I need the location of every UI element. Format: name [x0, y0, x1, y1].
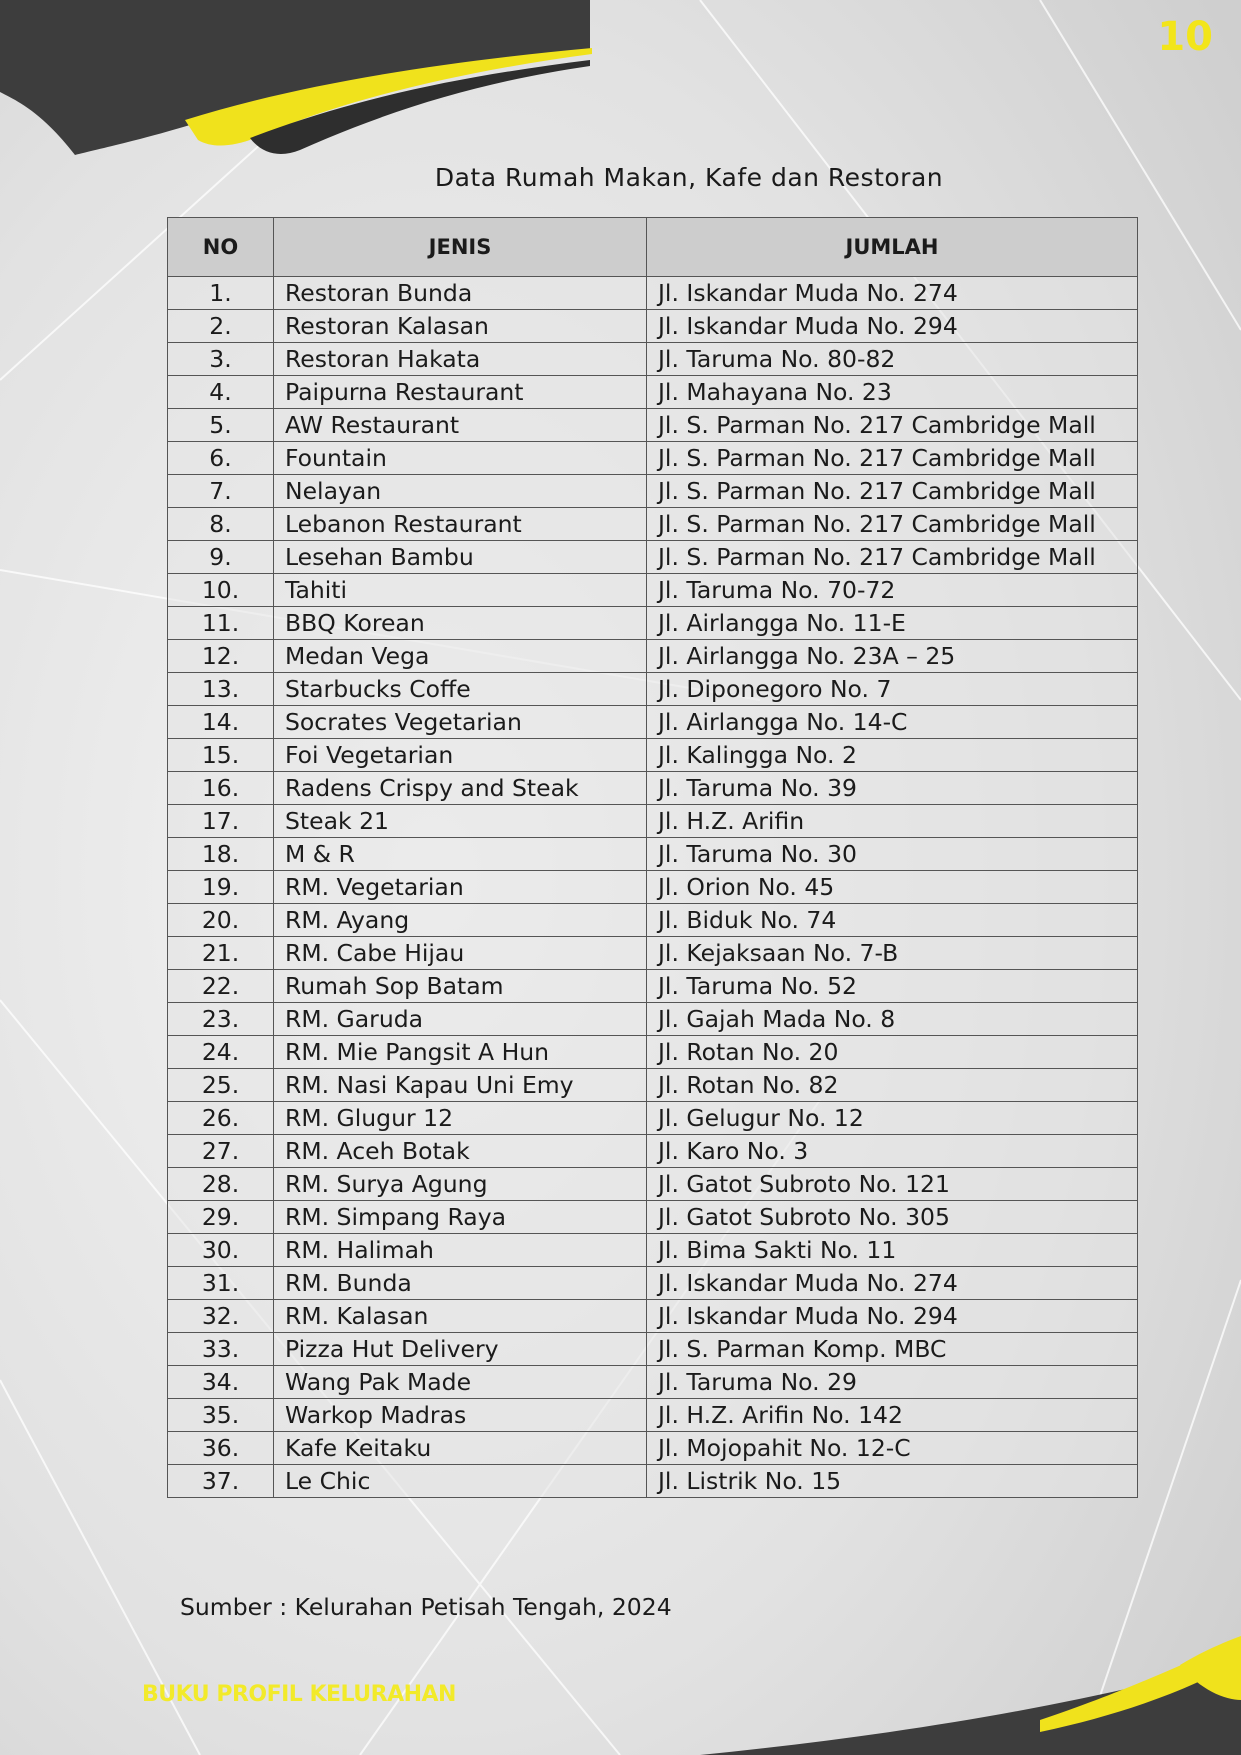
table-row — [168, 343, 1138, 376]
table-row — [168, 541, 1138, 574]
table-row — [168, 1267, 1138, 1300]
cell-jumlah: Jl. Taruma No. 30 — [647, 838, 1138, 871]
cell-jumlah: Jl. S. Parman No. 217 Cambridge Mall — [647, 409, 1138, 442]
cell-no: 22. — [168, 970, 274, 1003]
cell-jenis: Kafe Keitaku — [274, 1432, 647, 1465]
cell-jumlah: Jl. Rotan No. 82 — [647, 1069, 1138, 1102]
table-row — [168, 442, 1138, 475]
table-row — [168, 409, 1138, 442]
cell-jenis: AW Restaurant — [274, 409, 647, 442]
cell-jenis: RM. Bunda — [274, 1267, 647, 1300]
page-number: 10 — [1157, 14, 1213, 60]
cell-jumlah: Jl. Airlangga No. 23A – 25 — [647, 640, 1138, 673]
table-row — [168, 1003, 1138, 1036]
cell-jumlah: Jl. Mahayana No. 23 — [647, 376, 1138, 409]
cell-jumlah: Jl. Orion No. 45 — [647, 871, 1138, 904]
table-row — [168, 277, 1138, 310]
cell-no: 12. — [168, 640, 274, 673]
cell-jenis: RM. Kalasan — [274, 1300, 647, 1333]
table-row — [168, 1102, 1138, 1135]
cell-no: 23. — [168, 1003, 274, 1036]
cell-jenis: Restoran Hakata — [274, 343, 647, 376]
cell-no: 25. — [168, 1069, 274, 1102]
column-header-no: NO — [168, 218, 274, 277]
cell-jenis: RM. Nasi Kapau Uni Emy — [274, 1069, 647, 1102]
cell-jumlah: Jl. Kejaksaan No. 7-B — [647, 937, 1138, 970]
table-row — [168, 739, 1138, 772]
table-row — [168, 640, 1138, 673]
cell-jenis: Socrates Vegetarian — [274, 706, 647, 739]
table-row — [168, 1036, 1138, 1069]
cell-jenis: Paipurna Restaurant — [274, 376, 647, 409]
cell-no: 11. — [168, 607, 274, 640]
cell-no: 18. — [168, 838, 274, 871]
cell-jumlah: Jl. Airlangga No. 14-C — [647, 706, 1138, 739]
cell-no: 17. — [168, 805, 274, 838]
cell-no: 24. — [168, 1036, 274, 1069]
cell-jenis: Radens Crispy and Steak — [274, 772, 647, 805]
cell-jumlah: Jl. Gajah Mada No. 8 — [647, 1003, 1138, 1036]
cell-jenis: Pizza Hut Delivery — [274, 1333, 647, 1366]
cell-no: 4. — [168, 376, 274, 409]
column-header-jenis: JENIS — [274, 218, 647, 277]
table-row — [168, 1333, 1138, 1366]
cell-jumlah: Jl. Iskandar Muda No. 274 — [647, 1267, 1138, 1300]
table-row — [168, 1135, 1138, 1168]
cell-jumlah: Jl. S. Parman Komp. MBC — [647, 1333, 1138, 1366]
cell-jenis: RM. Garuda — [274, 1003, 647, 1036]
table-row — [168, 1168, 1138, 1201]
table-row — [168, 706, 1138, 739]
table-row — [168, 310, 1138, 343]
cell-no: 14. — [168, 706, 274, 739]
cell-jenis: Foi Vegetarian — [274, 739, 647, 772]
cell-no: 34. — [168, 1366, 274, 1399]
footer-title: BUKU PROFIL KELURAHAN — [142, 1682, 456, 1707]
table-row — [168, 904, 1138, 937]
table-row — [168, 475, 1138, 508]
table-row — [168, 574, 1138, 607]
table-row — [168, 1366, 1138, 1399]
cell-jumlah: Jl. Gelugur No. 12 — [647, 1102, 1138, 1135]
cell-jumlah: Jl. S. Parman No. 217 Cambridge Mall — [647, 475, 1138, 508]
cell-jenis: RM. Halimah — [274, 1234, 647, 1267]
cell-jenis: RM. Aceh Botak — [274, 1135, 647, 1168]
cell-jenis: Steak 21 — [274, 805, 647, 838]
cell-jenis: Nelayan — [274, 475, 647, 508]
table-header-row — [168, 218, 1138, 277]
cell-jumlah: Jl. Taruma No. 39 — [647, 772, 1138, 805]
cell-no: 10. — [168, 574, 274, 607]
cell-no: 31. — [168, 1267, 274, 1300]
cell-jumlah: Jl. Taruma No. 80-82 — [647, 343, 1138, 376]
table-row — [168, 1432, 1138, 1465]
cell-no: 19. — [168, 871, 274, 904]
cell-no: 6. — [168, 442, 274, 475]
cell-no: 27. — [168, 1135, 274, 1168]
cell-jenis: Wang Pak Made — [274, 1366, 647, 1399]
cell-jenis: Tahiti — [274, 574, 647, 607]
cell-jenis: Medan Vega — [274, 640, 647, 673]
cell-jumlah: Jl. Karo No. 3 — [647, 1135, 1138, 1168]
cell-no: 8. — [168, 508, 274, 541]
cell-no: 15. — [168, 739, 274, 772]
cell-jenis: RM. Surya Agung — [274, 1168, 647, 1201]
cell-jumlah: Jl. Airlangga No. 11-E — [647, 607, 1138, 640]
table-row — [168, 838, 1138, 871]
cell-no: 16. — [168, 772, 274, 805]
source-note: Sumber : Kelurahan Petisah Tengah, 2024 — [180, 1593, 672, 1621]
table-row — [168, 1465, 1138, 1498]
cell-jumlah: Jl. Bima Sakti No. 11 — [647, 1234, 1138, 1267]
cell-jenis: Rumah Sop Batam — [274, 970, 647, 1003]
cell-no: 26. — [168, 1102, 274, 1135]
cell-jenis: Lesehan Bambu — [274, 541, 647, 574]
cell-jumlah: Jl. H.Z. Arifin No. 142 — [647, 1399, 1138, 1432]
table-row — [168, 1300, 1138, 1333]
cell-no: 37. — [168, 1465, 274, 1498]
cell-jenis: RM. Vegetarian — [274, 871, 647, 904]
table-row — [168, 1201, 1138, 1234]
table-row — [168, 805, 1138, 838]
cell-no: 7. — [168, 475, 274, 508]
cell-no: 9. — [168, 541, 274, 574]
cell-no: 13. — [168, 673, 274, 706]
cell-jenis: Lebanon Restaurant — [274, 508, 647, 541]
cell-jenis: Restoran Bunda — [274, 277, 647, 310]
cell-jumlah: Jl. Listrik No. 15 — [647, 1465, 1138, 1498]
cell-no: 2. — [168, 310, 274, 343]
table-row — [168, 673, 1138, 706]
cell-jumlah: Jl. Gatot Subroto No. 305 — [647, 1201, 1138, 1234]
cell-jumlah: Jl. Rotan No. 20 — [647, 1036, 1138, 1069]
cell-jumlah: Jl. Gatot Subroto No. 121 — [647, 1168, 1138, 1201]
cell-jenis: RM. Glugur 12 — [274, 1102, 647, 1135]
table-body — [168, 277, 1138, 1498]
table-row — [168, 376, 1138, 409]
cell-no: 30. — [168, 1234, 274, 1267]
cell-no: 21. — [168, 937, 274, 970]
cell-jenis: BBQ Korean — [274, 607, 647, 640]
table-row — [168, 1069, 1138, 1102]
cell-no: 32. — [168, 1300, 274, 1333]
cell-jumlah: Jl. Kalingga No. 2 — [647, 739, 1138, 772]
cell-jenis: RM. Ayang — [274, 904, 647, 937]
table-row — [168, 1399, 1138, 1432]
table-row — [168, 1234, 1138, 1267]
cell-jumlah: Jl. S. Parman No. 217 Cambridge Mall — [647, 541, 1138, 574]
cell-jenis: Restoran Kalasan — [274, 310, 647, 343]
cell-jenis: Fountain — [274, 442, 647, 475]
page-title: Data Rumah Makan, Kafe dan Restoran — [434, 163, 944, 192]
cell-jenis: RM. Mie Pangsit A Hun — [274, 1036, 647, 1069]
cell-jumlah: Jl. Iskandar Muda No. 294 — [647, 1300, 1138, 1333]
table-row — [168, 772, 1138, 805]
cell-jumlah: Jl. Taruma No. 29 — [647, 1366, 1138, 1399]
cell-no: 20. — [168, 904, 274, 937]
cell-no: 35. — [168, 1399, 274, 1432]
cell-no: 5. — [168, 409, 274, 442]
cell-jumlah: Jl. Diponegoro No. 7 — [647, 673, 1138, 706]
table-row — [168, 970, 1138, 1003]
cell-jumlah: Jl. S. Parman No. 217 Cambridge Mall — [647, 508, 1138, 541]
column-header-jumlah: JUMLAH — [647, 218, 1138, 277]
cell-jumlah: Jl. Biduk No. 74 — [647, 904, 1138, 937]
cell-jumlah: Jl. Iskandar Muda No. 274 — [647, 277, 1138, 310]
cell-no: 1. — [168, 277, 274, 310]
cell-jumlah: Jl. Taruma No. 52 — [647, 970, 1138, 1003]
cell-jumlah: Jl. Iskandar Muda No. 294 — [647, 310, 1138, 343]
table-row — [168, 871, 1138, 904]
cell-no: 33. — [168, 1333, 274, 1366]
cell-jumlah: Jl. H.Z. Arifin — [647, 805, 1138, 838]
cell-jenis: Le Chic — [274, 1465, 647, 1498]
cell-jumlah: Jl. Mojopahit No. 12-C — [647, 1432, 1138, 1465]
table-row — [168, 508, 1138, 541]
cell-jenis: Starbucks Coffe — [274, 673, 647, 706]
cell-jenis: RM. Cabe Hijau — [274, 937, 647, 970]
cell-no: 29. — [168, 1201, 274, 1234]
table-row — [168, 937, 1138, 970]
cell-jumlah: Jl. S. Parman No. 217 Cambridge Mall — [647, 442, 1138, 475]
table-row — [168, 607, 1138, 640]
cell-jenis: M & R — [274, 838, 647, 871]
cell-no: 28. — [168, 1168, 274, 1201]
cell-jumlah: Jl. Taruma No. 70-72 — [647, 574, 1138, 607]
cell-no: 36. — [168, 1432, 274, 1465]
cell-jenis: RM. Simpang Raya — [274, 1201, 647, 1234]
cell-jenis: Warkop Madras — [274, 1399, 647, 1432]
cell-no: 3. — [168, 343, 274, 376]
restaurant-table — [167, 217, 1138, 1498]
